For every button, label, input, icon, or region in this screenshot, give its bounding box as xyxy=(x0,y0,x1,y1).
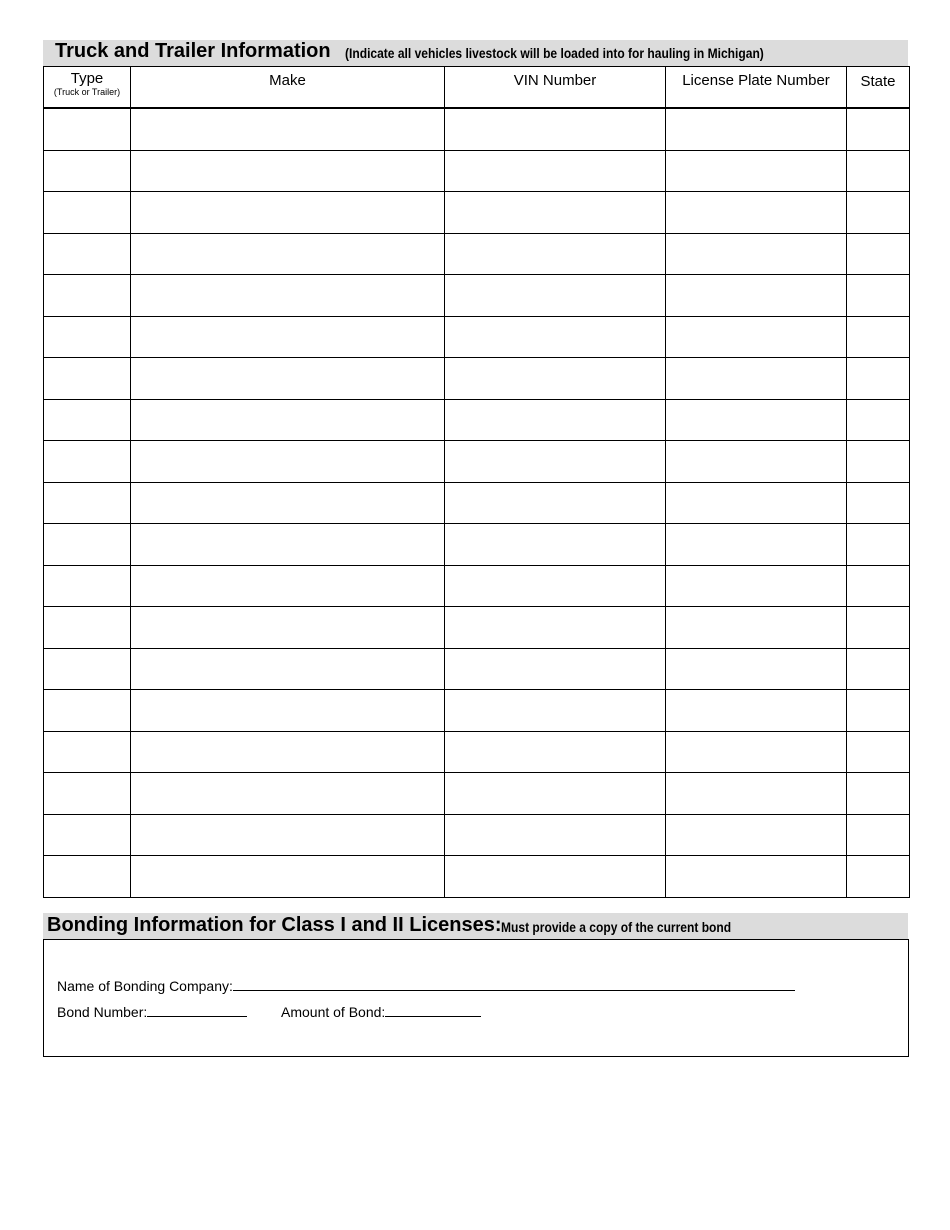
make-cell[interactable] xyxy=(131,192,445,234)
table-row xyxy=(44,358,910,400)
state-cell[interactable] xyxy=(847,482,910,524)
vin-cell[interactable] xyxy=(445,150,666,192)
vin-cell[interactable] xyxy=(445,856,666,898)
vin-cell[interactable] xyxy=(445,275,666,317)
table-row xyxy=(44,856,910,898)
type-cell[interactable] xyxy=(44,690,131,732)
type-cell[interactable] xyxy=(44,358,131,400)
plate-cell[interactable] xyxy=(666,607,847,649)
plate-cell[interactable] xyxy=(666,731,847,773)
make-cell[interactable] xyxy=(131,773,445,815)
plate-cell[interactable] xyxy=(666,690,847,732)
vehicle-table xyxy=(43,66,910,898)
bond-number-line xyxy=(57,1002,247,1020)
type-cell[interactable] xyxy=(44,648,131,690)
plate-cell[interactable] xyxy=(666,316,847,358)
type-cell[interactable] xyxy=(44,316,131,358)
column-header-make: Make xyxy=(131,67,445,109)
column-header-state: State xyxy=(847,67,910,109)
type-header-sublabel: (Truck or Trailer) xyxy=(53,87,121,97)
make-cell[interactable] xyxy=(131,399,445,441)
state-cell[interactable] xyxy=(847,814,910,856)
state-cell[interactable] xyxy=(847,607,910,649)
table-row xyxy=(44,814,910,856)
type-cell[interactable] xyxy=(44,731,131,773)
type-cell[interactable] xyxy=(44,275,131,317)
vin-cell[interactable] xyxy=(445,316,666,358)
bonding-company-label: Name of Bonding Company: xyxy=(57,978,233,994)
type-cell[interactable] xyxy=(44,150,131,192)
vin-cell[interactable] xyxy=(445,399,666,441)
column-header-vin: VIN Number xyxy=(445,67,666,109)
bond-section-title: Bonding Information for Class I and II Licenses: xyxy=(47,914,502,936)
bond-section-header xyxy=(43,913,908,939)
type-cell[interactable] xyxy=(44,108,131,150)
table-row xyxy=(44,482,910,524)
make-cell[interactable] xyxy=(131,731,445,773)
table-row xyxy=(44,648,910,690)
state-cell[interactable] xyxy=(847,108,910,150)
table-header-row xyxy=(44,67,910,109)
type-cell[interactable] xyxy=(44,524,131,566)
table-row xyxy=(44,108,910,150)
bond-number-field[interactable] xyxy=(147,1002,247,1017)
column-header-plate: License Plate Number xyxy=(666,67,847,109)
plate-cell[interactable] xyxy=(666,150,847,192)
state-cell[interactable] xyxy=(847,731,910,773)
table-row xyxy=(44,441,910,483)
state-cell[interactable] xyxy=(847,524,910,566)
bond-info-box xyxy=(43,939,909,1057)
vin-cell[interactable] xyxy=(445,108,666,150)
plate-cell[interactable] xyxy=(666,192,847,234)
plate-cell[interactable] xyxy=(666,524,847,566)
table-row xyxy=(44,607,910,649)
bond-amount-label: Amount of Bond: xyxy=(281,1004,386,1020)
make-cell[interactable] xyxy=(131,233,445,275)
make-cell[interactable] xyxy=(131,358,445,400)
table-row xyxy=(44,316,910,358)
table-row xyxy=(44,524,910,566)
make-cell[interactable] xyxy=(131,814,445,856)
state-cell[interactable] xyxy=(847,856,910,898)
truck-section-header xyxy=(43,40,908,66)
vin-cell[interactable] xyxy=(445,233,666,275)
type-cell[interactable] xyxy=(44,773,131,815)
state-cell[interactable] xyxy=(847,150,910,192)
make-cell[interactable] xyxy=(131,524,445,566)
make-cell[interactable] xyxy=(131,690,445,732)
column-header-type xyxy=(44,67,131,109)
vin-cell[interactable] xyxy=(445,524,666,566)
state-cell[interactable] xyxy=(847,233,910,275)
bond-amount-line xyxy=(281,1002,481,1020)
vin-cell[interactable] xyxy=(445,358,666,400)
state-cell[interactable] xyxy=(847,275,910,317)
type-cell[interactable] xyxy=(44,482,131,524)
type-cell[interactable] xyxy=(44,399,131,441)
state-cell[interactable] xyxy=(847,358,910,400)
vin-cell[interactable] xyxy=(445,648,666,690)
make-cell[interactable] xyxy=(131,482,445,524)
make-cell[interactable] xyxy=(131,150,445,192)
table-row xyxy=(44,690,910,732)
plate-cell[interactable] xyxy=(666,648,847,690)
table-row xyxy=(44,275,910,317)
type-header-label: Type xyxy=(70,70,104,87)
vin-cell[interactable] xyxy=(445,607,666,649)
type-cell[interactable] xyxy=(44,607,131,649)
vin-cell[interactable] xyxy=(445,773,666,815)
table-row xyxy=(44,773,910,815)
make-cell[interactable] xyxy=(131,441,445,483)
table-row xyxy=(44,192,910,234)
table-row xyxy=(44,233,910,275)
plate-cell[interactable] xyxy=(666,275,847,317)
plate-cell[interactable] xyxy=(666,358,847,400)
state-cell[interactable] xyxy=(847,773,910,815)
state-cell[interactable] xyxy=(847,399,910,441)
state-cell[interactable] xyxy=(847,192,910,234)
plate-cell[interactable] xyxy=(666,814,847,856)
vin-cell[interactable] xyxy=(445,192,666,234)
make-cell[interactable] xyxy=(131,607,445,649)
table-row xyxy=(44,150,910,192)
table-row xyxy=(44,565,910,607)
type-cell[interactable] xyxy=(44,565,131,607)
plate-cell[interactable] xyxy=(666,565,847,607)
vin-cell[interactable] xyxy=(445,565,666,607)
make-cell[interactable] xyxy=(131,565,445,607)
type-cell[interactable] xyxy=(44,233,131,275)
truck-section-note: (Indicate all vehicles livestock will be loaded into for hauling in Michigan) xyxy=(345,45,764,61)
plate-cell[interactable] xyxy=(666,399,847,441)
truck-section-title: Truck and Trailer Information xyxy=(55,40,331,62)
make-cell[interactable] xyxy=(131,275,445,317)
make-cell[interactable] xyxy=(131,856,445,898)
plate-cell[interactable] xyxy=(666,233,847,275)
vin-cell[interactable] xyxy=(445,690,666,732)
state-cell[interactable] xyxy=(847,648,910,690)
table-row xyxy=(44,731,910,773)
bond-number-label: Bond Number: xyxy=(57,1004,148,1020)
plate-cell[interactable] xyxy=(666,441,847,483)
bonding-company-line xyxy=(57,976,795,994)
make-cell[interactable] xyxy=(131,648,445,690)
plate-cell[interactable] xyxy=(666,108,847,150)
table-row xyxy=(44,399,910,441)
state-cell[interactable] xyxy=(847,441,910,483)
make-cell[interactable] xyxy=(131,108,445,150)
vin-cell[interactable] xyxy=(445,441,666,483)
vin-cell[interactable] xyxy=(445,731,666,773)
bonding-company-field[interactable] xyxy=(233,976,795,991)
state-cell[interactable] xyxy=(847,565,910,607)
type-cell[interactable] xyxy=(44,856,131,898)
plate-cell[interactable] xyxy=(666,773,847,815)
state-cell[interactable] xyxy=(847,690,910,732)
bond-section-note: Must provide a copy of the current bond xyxy=(501,919,732,935)
make-cell[interactable] xyxy=(131,316,445,358)
plate-cell[interactable] xyxy=(666,482,847,524)
vin-cell[interactable] xyxy=(445,482,666,524)
vin-cell[interactable] xyxy=(445,814,666,856)
type-cell[interactable] xyxy=(44,441,131,483)
state-cell[interactable] xyxy=(847,316,910,358)
type-cell[interactable] xyxy=(44,192,131,234)
type-cell[interactable] xyxy=(44,814,131,856)
plate-cell[interactable] xyxy=(666,856,847,898)
bond-amount-field[interactable] xyxy=(385,1002,481,1017)
